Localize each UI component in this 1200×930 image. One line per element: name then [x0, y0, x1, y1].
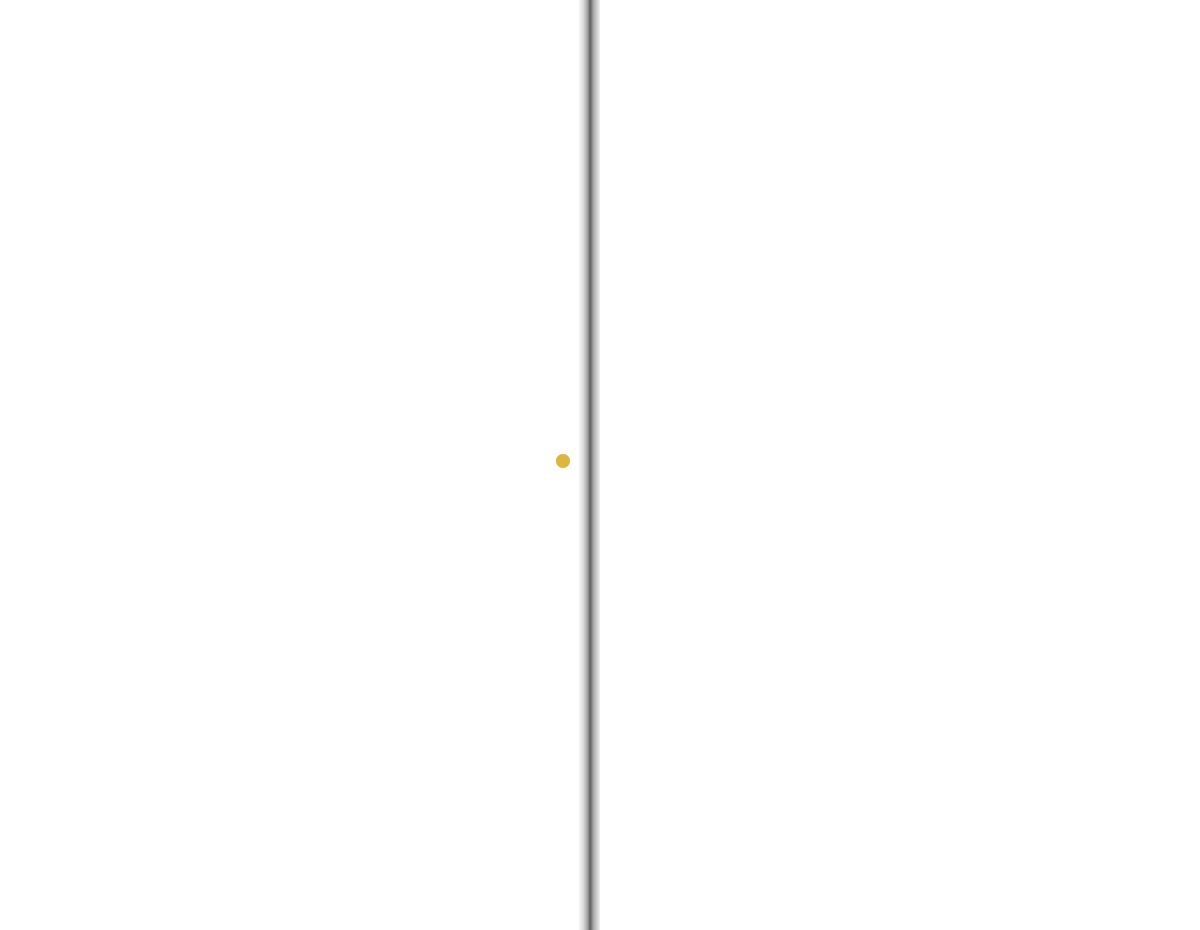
seal-icon — [556, 454, 570, 468]
watermark-stamp — [556, 452, 646, 482]
left-page — [0, 0, 586, 930]
right-page — [600, 0, 1200, 930]
